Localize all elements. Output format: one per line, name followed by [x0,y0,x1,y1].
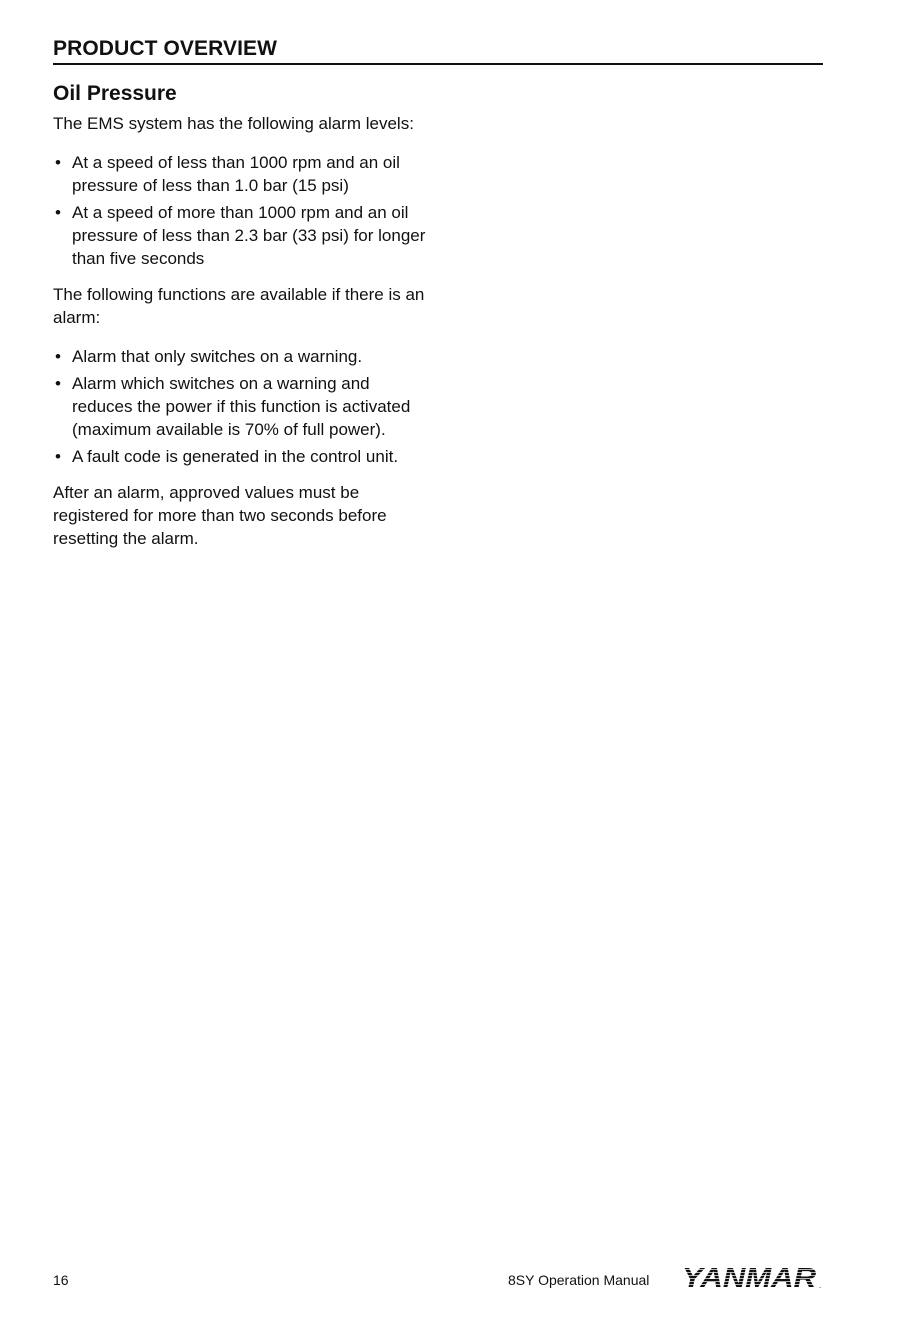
functions-list [53,345,428,468]
functions-intro-paragraph: The following functions are available if there is an alarm: [53,285,425,327]
bullet-icon: • [55,347,61,366]
intro-paragraph: The EMS system has the following alarm levels: [53,114,414,133]
bullet-icon: • [55,447,61,466]
manual-title: 8SY Operation Manual [508,1272,650,1288]
main-content [53,80,428,566]
logo-wordmark: YANMAR [682,1262,817,1292]
list-item: • At a speed of less than 1000 rpm and an oil pressure of less than 1.0 bar (15 psi) [55,153,400,195]
list-item: • Alarm which switches on a warning and reduces the power if this function is activated (maximum available is 70% of full power). [55,374,411,439]
section-title: PRODUCT OVERVIEW [53,37,278,60]
bullet-icon: • [55,374,61,393]
bullet-icon: • [55,203,61,222]
section-heading: Oil Pressure [53,82,177,105]
list-item: • At a speed of more than 1000 rpm and an oil pressure of less than 2.3 bar (33 psi) for longer than five seconds [55,203,426,268]
bullet-icon: • [55,153,61,172]
list-item: • Alarm that only switches on a warning. [55,347,363,366]
yanmar-logo [680,1262,826,1292]
logo-dot: . [819,1281,822,1290]
page-number: 16 [53,1272,69,1288]
page-header [53,36,823,65]
closing-paragraph: After an alarm, approved values must be registered for more than two seconds before resetting the alarm. [53,483,387,548]
list-item: • A fault code is generated in the control unit. [55,447,399,466]
alarm-levels-list [53,151,428,270]
